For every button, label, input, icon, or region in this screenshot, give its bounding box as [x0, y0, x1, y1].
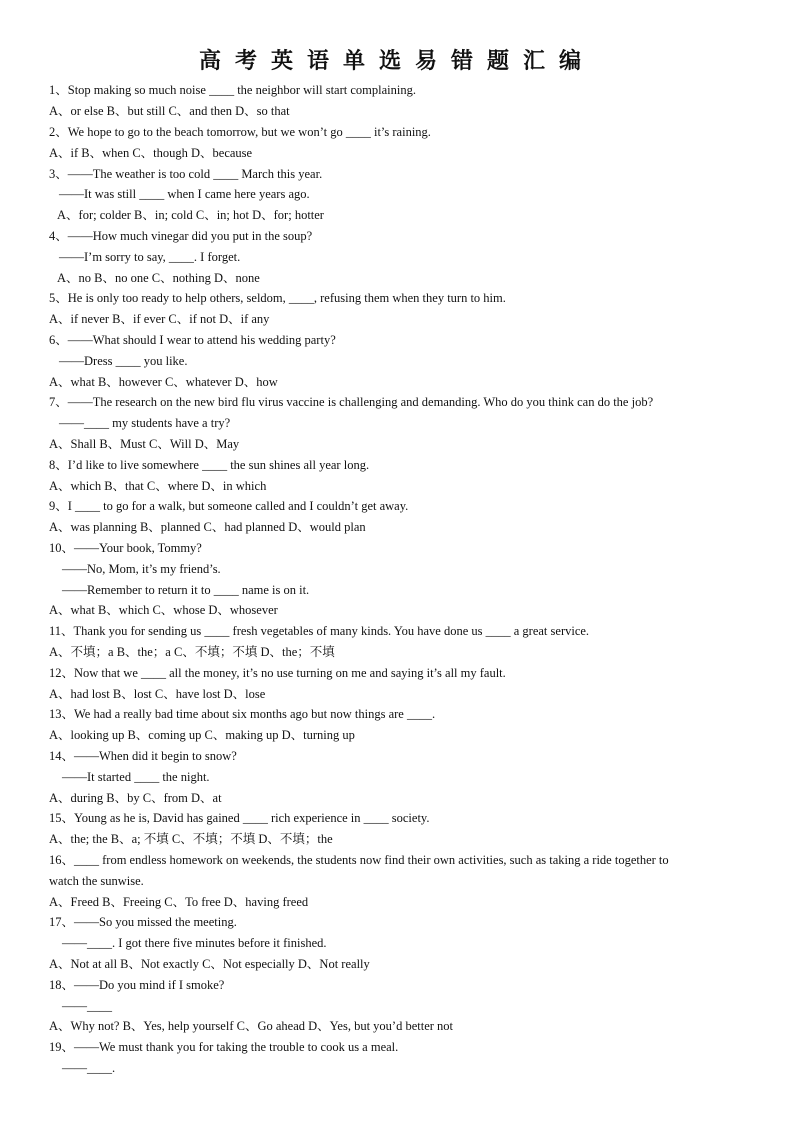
text-line: 7、——The research on the new bird flu virus vaccine is challenging and demanding. Who do you think can do the job? — [49, 395, 654, 409]
text-line: 8、I’d like to live somewhere ____ the sun shines all year long. — [49, 458, 370, 472]
text-line: A、had lost B、lost C、have lost D、lose — [49, 687, 266, 701]
text-line: 11、Thank you for sending us ____ fresh vegetables of many kinds. You have done us ____ a great service. — [49, 624, 590, 638]
text-line: 13、We had a really bad time about six months ago but now things are ____. — [49, 707, 436, 721]
text-line: A、Freed B、Freeing C、To free D、having freed — [49, 895, 309, 909]
text-line: A、looking up B、coming up C、making up D、turning up — [49, 728, 355, 742]
text-line: 4、——How much vinegar did you put in the soup? — [49, 229, 313, 243]
text-line: A、which B、that C、where D、in which — [49, 479, 267, 493]
text-line: A、Why not? B、Yes, help yourself C、Go ahead D、Yes, but you’d better not — [49, 1019, 454, 1033]
text-line: watch the sunwise. — [49, 874, 144, 888]
text-line: A、不填；a B、the；a C、不填；不填 D、the；不填 — [49, 645, 335, 659]
text-line: A、what B、however C、whatever D、how — [49, 375, 278, 389]
text-line: ——It was still ____ when I came here years ago. — [59, 187, 310, 201]
text-line: A、during B、by C、from D、at — [49, 791, 222, 805]
text-line: A、was planning B、planned C、had planned D、would plan — [49, 520, 366, 534]
text-line: ——Dress ____ you like. — [59, 354, 188, 368]
text-line: 10、——Your book, Tommy? — [49, 541, 202, 555]
text-line: ——No, Mom, it’s my friend’s. — [62, 562, 221, 576]
text-line: A、Not at all B、Not exactly C、Not especially D、Not really — [49, 957, 370, 971]
text-line: ——I’m sorry to say, ____. I forget. — [59, 250, 241, 264]
text-line: 18、——Do you mind if I smoke? — [49, 978, 225, 992]
text-line: A、no B、no one C、nothing D、none — [57, 271, 260, 285]
text-line: ——____ my students have a try? — [59, 416, 231, 430]
text-line: A、the; the B、a; 不填 C、不填；不填 D、不填；the — [49, 832, 333, 846]
text-line: 3、——The weather is too cold ____ March this year. — [49, 167, 323, 181]
page-title: 高考英语单选易错题汇编 — [198, 49, 595, 74]
text-line: A、or else B、but still C、and then D、so that — [49, 104, 290, 118]
text-line: 19、——We must thank you for taking the trouble to cook us a meal. — [49, 1040, 399, 1054]
text-line: ——____. I got there five minutes before it finished. — [62, 936, 327, 950]
text-line: 5、He is only too ready to help others, seldom, ____, refusing them when they turn to him. — [49, 291, 506, 305]
text-line: 2、We hope to go to the beach tomorrow, but we won’t go ____ it’s raining. — [49, 125, 431, 139]
text-line: 12、Now that we ____ all the money, it’s no use turning on me and saying it’s all my fault. — [49, 666, 506, 680]
text-line: 15、Young as he is, David has gained ____ rich experience in ____ society. — [49, 811, 430, 825]
text-line: A、for; colder B、in; cold C、in; hot D、for; hotter — [57, 208, 324, 222]
text-line: 1、Stop making so much noise ____ the neighbor will start complaining. — [49, 83, 416, 97]
text-line: ——Remember to return it to ____ name is on it. — [62, 583, 310, 597]
text-line: A、if never B、if ever C、if not D、if any — [49, 312, 270, 326]
text-line: 14、——When did it begin to snow? — [49, 749, 237, 763]
text-line: ——____ — [62, 999, 112, 1013]
text-line: ——____. — [62, 1061, 116, 1075]
text-line: 17、——So you missed the meeting. — [49, 915, 237, 929]
text-line: ——It started ____ the night. — [62, 770, 210, 784]
text-line: A、what B、which C、whose D、whosever — [49, 603, 278, 617]
text-line: A、if B、when C、though D、because — [49, 146, 253, 160]
text-line: 9、I ____ to go for a walk, but someone called and I couldn’t get away. — [49, 499, 409, 513]
text-line: A、Shall B、Must C、Will D、May — [49, 437, 240, 451]
text-line: 16、____ from endless homework on weekends, the students now find their own activities, such as taking a ride together to — [49, 853, 669, 867]
text-line: 6、——What should I wear to attend his wedding party? — [49, 333, 336, 347]
